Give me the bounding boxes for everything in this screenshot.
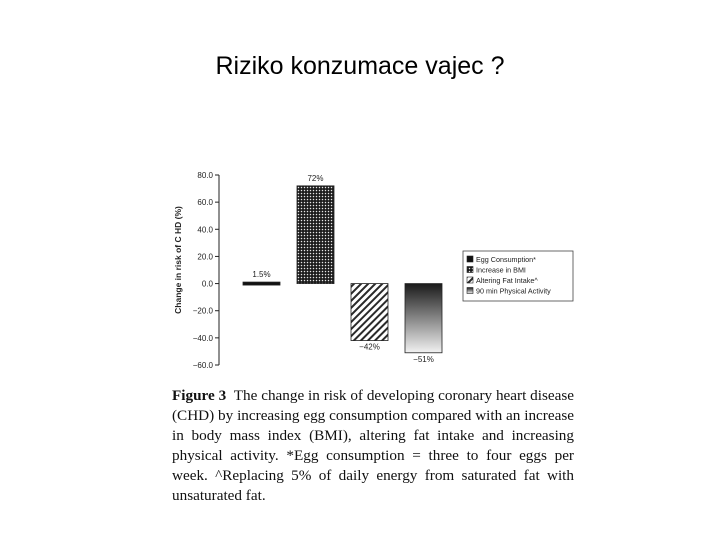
bar-3 xyxy=(351,284,388,341)
figure-label: Figure 3 xyxy=(172,387,227,404)
y-tick-label: −40.0 xyxy=(192,333,213,343)
bar-data-label: 1.5% xyxy=(252,270,271,280)
bar-data-label: −51% xyxy=(413,354,434,364)
bar-1 xyxy=(243,282,280,285)
bars xyxy=(243,174,442,364)
y-axis xyxy=(173,171,219,370)
y-tick-label: 20.0 xyxy=(197,252,213,262)
bar-4 xyxy=(405,284,442,353)
legend-swatch xyxy=(467,267,473,273)
y-axis-title: Change in risk of C HD (%) xyxy=(173,206,183,314)
y-tick-label: 0.0 xyxy=(201,279,213,289)
bar-2 xyxy=(297,186,334,284)
y-tick-label: 80.0 xyxy=(197,171,213,180)
legend-entry: Egg Consumption* xyxy=(476,255,536,264)
legend-entry: Altering Fat Intake^ xyxy=(476,276,538,285)
bar-data-label: −42% xyxy=(359,342,380,352)
slide-title: Riziko konzumace vajec ? xyxy=(215,52,505,80)
y-tick-label: −60.0 xyxy=(192,361,213,370)
legend-entry: 90 min Physical Activity xyxy=(476,286,551,296)
legend-swatch xyxy=(467,277,473,283)
legend-entry: Increase in BMI xyxy=(476,265,526,275)
bar-data-label: 72% xyxy=(307,173,324,183)
y-tick-label: 40.0 xyxy=(197,225,213,235)
y-tick-label: 60.0 xyxy=(197,198,213,208)
legend-swatch xyxy=(467,288,473,294)
figure-caption-text: The change in risk of developing coronary heart disease (CHD) by increasing egg consumption compared with an increase in body mass index (BMI), altering fat intake and increasing physical activity. *Egg consumption = three to four eggs per week. ^Replacing 5% of daily energy from saturated fat with unsaturated fat. xyxy=(172,387,575,504)
legend xyxy=(463,251,573,301)
figure-caption xyxy=(172,386,574,506)
legend-swatch xyxy=(467,256,473,262)
y-tick-label: −20.0 xyxy=(192,306,213,316)
